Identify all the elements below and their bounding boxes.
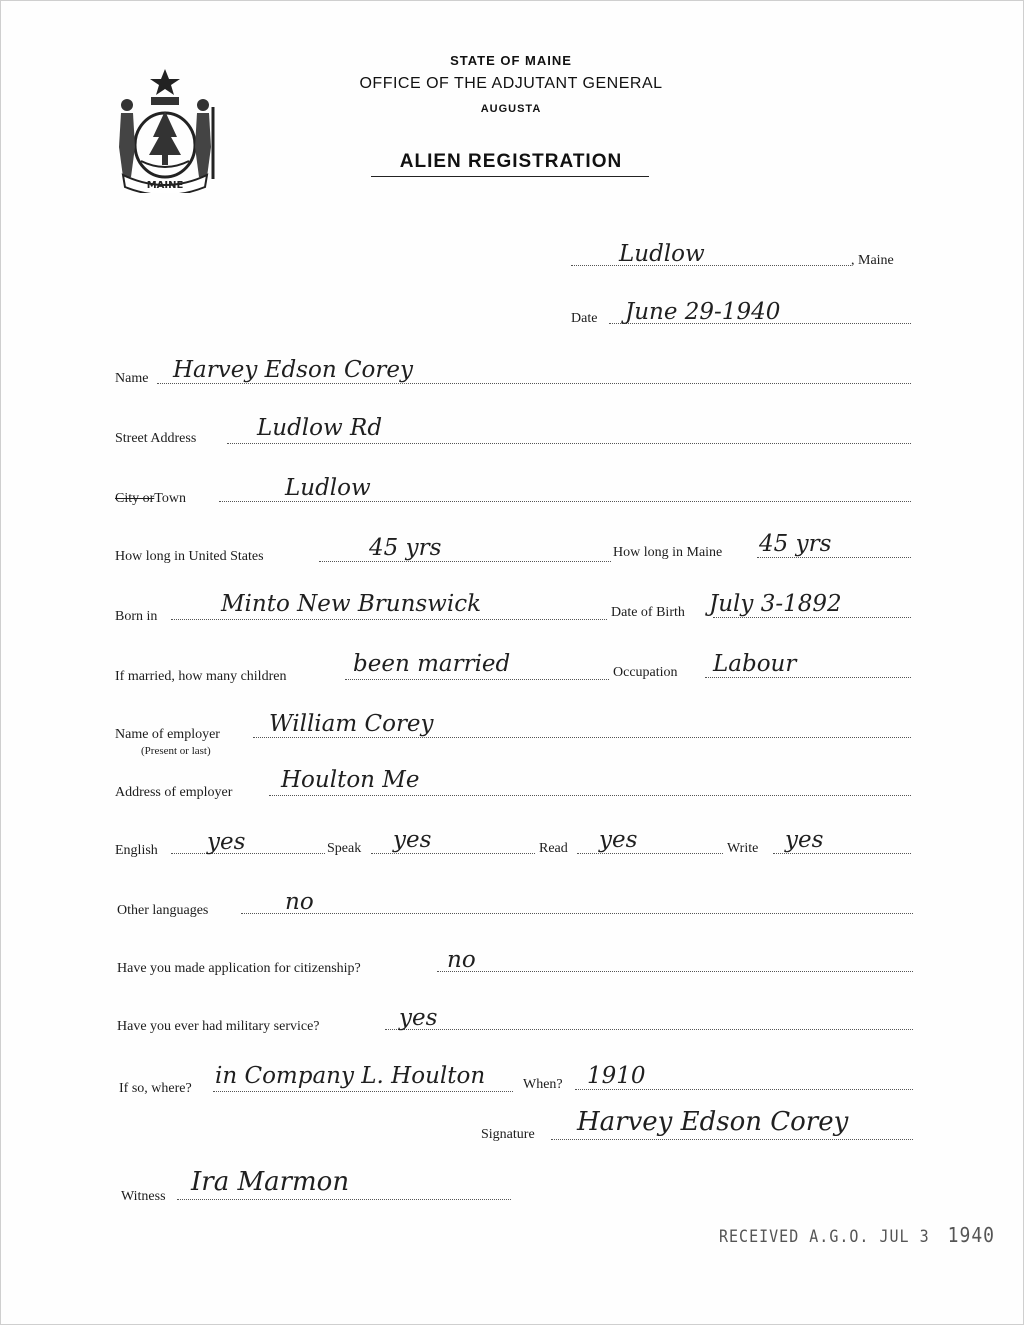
town-label-struck: City or [115, 491, 155, 506]
dob-label: Date of Birth [611, 605, 685, 620]
town-value: Ludlow [285, 475, 371, 501]
signature-label: Signature [481, 1127, 535, 1142]
signature-value: Harvey Edson Corey [577, 1107, 849, 1137]
place-value: Ludlow [619, 241, 705, 267]
speak-line [371, 853, 535, 854]
name-line [157, 383, 911, 384]
received-stamp-text: RECEIVED A.G.O. JUL 3 [719, 1225, 930, 1247]
where-label: If so, where? [119, 1081, 192, 1096]
employer-sublabel: (Present or last) [141, 745, 211, 757]
read-value: yes [599, 827, 638, 853]
header-city: AUGUSTA [480, 103, 542, 115]
citizenship-value: no [447, 947, 476, 973]
us-line [319, 561, 611, 562]
dob-line [713, 617, 911, 618]
write-line [773, 853, 911, 854]
employer-address-line [269, 795, 911, 796]
witness-label: Witness [121, 1189, 166, 1204]
occupation-label: Occupation [613, 665, 678, 680]
speak-value: yes [393, 827, 432, 853]
write-value: yes [785, 827, 824, 853]
born-label: Born in [115, 609, 158, 624]
speak-label: Speak [327, 841, 362, 856]
other-languages-line [241, 913, 913, 914]
employer-value: William Corey [269, 711, 434, 737]
when-label: When? [523, 1077, 563, 1092]
street-value: Ludlow Rd [257, 415, 383, 441]
read-line [577, 853, 723, 854]
english-label: English [115, 843, 158, 858]
children-line [345, 679, 609, 680]
other-languages-label: Other languages [117, 903, 209, 918]
witness-value: Ira Marmon [191, 1167, 350, 1197]
occupation-value: Labour [713, 651, 797, 677]
header-state: STATE OF MAINE [450, 53, 572, 68]
place-line [571, 265, 851, 266]
employer-line [253, 737, 911, 738]
dob-value: July 3-1892 [709, 591, 842, 617]
employer-address-value: Houlton Me [281, 767, 420, 793]
received-stamp [719, 1223, 995, 1247]
employer-address-label: Address of employer [115, 785, 233, 800]
street-line [227, 443, 911, 444]
seal-label: MAINE [146, 180, 184, 191]
date-value: June 29-1940 [625, 299, 781, 325]
signature-line [551, 1139, 913, 1140]
maine-label: How long in Maine [613, 545, 723, 560]
town-label: Town [154, 491, 186, 506]
born-value: Minto New Brunswick [221, 591, 482, 617]
where-value: in Company L. Houlton [215, 1063, 486, 1089]
occupation-line [705, 677, 911, 678]
where-line [213, 1091, 513, 1092]
english-value: yes [207, 829, 246, 855]
when-line [575, 1089, 913, 1090]
military-value: yes [399, 1005, 438, 1031]
name-label: Name [115, 371, 149, 386]
english-line [171, 853, 325, 854]
maine-state-seal-icon [113, 67, 217, 193]
read-label: Read [539, 841, 568, 856]
other-languages-value: no [285, 889, 314, 915]
received-stamp-year: 1940 [947, 1223, 996, 1248]
name-value: Harvey Edson Corey [173, 357, 414, 383]
employer-label: Name of employer [115, 727, 220, 742]
write-label: Write [727, 841, 759, 856]
citizenship-label: Have you made application for citizenship? [117, 961, 361, 976]
born-line [171, 619, 607, 620]
street-label: Street Address [115, 431, 197, 446]
form-title: ALIEN REGISTRATION [399, 151, 623, 172]
us-value: 45 yrs [369, 535, 442, 561]
place-suffix: , Maine [851, 253, 894, 268]
military-label: Have you ever had military service? [117, 1019, 320, 1034]
title-underline [371, 176, 649, 177]
citizenship-line [437, 971, 913, 972]
date-label: Date [571, 311, 598, 326]
military-line [385, 1029, 913, 1030]
town-line [219, 501, 911, 502]
when-value: 1910 [587, 1063, 646, 1089]
header-office: OFFICE OF THE ADJUTANT GENERAL [359, 75, 663, 92]
us-label: How long in United States [115, 549, 264, 564]
maine-value: 45 yrs [759, 531, 832, 557]
children-label: If married, how many children [115, 669, 287, 684]
children-value: been married [353, 651, 511, 677]
maine-line [757, 557, 911, 558]
witness-line [177, 1199, 511, 1200]
